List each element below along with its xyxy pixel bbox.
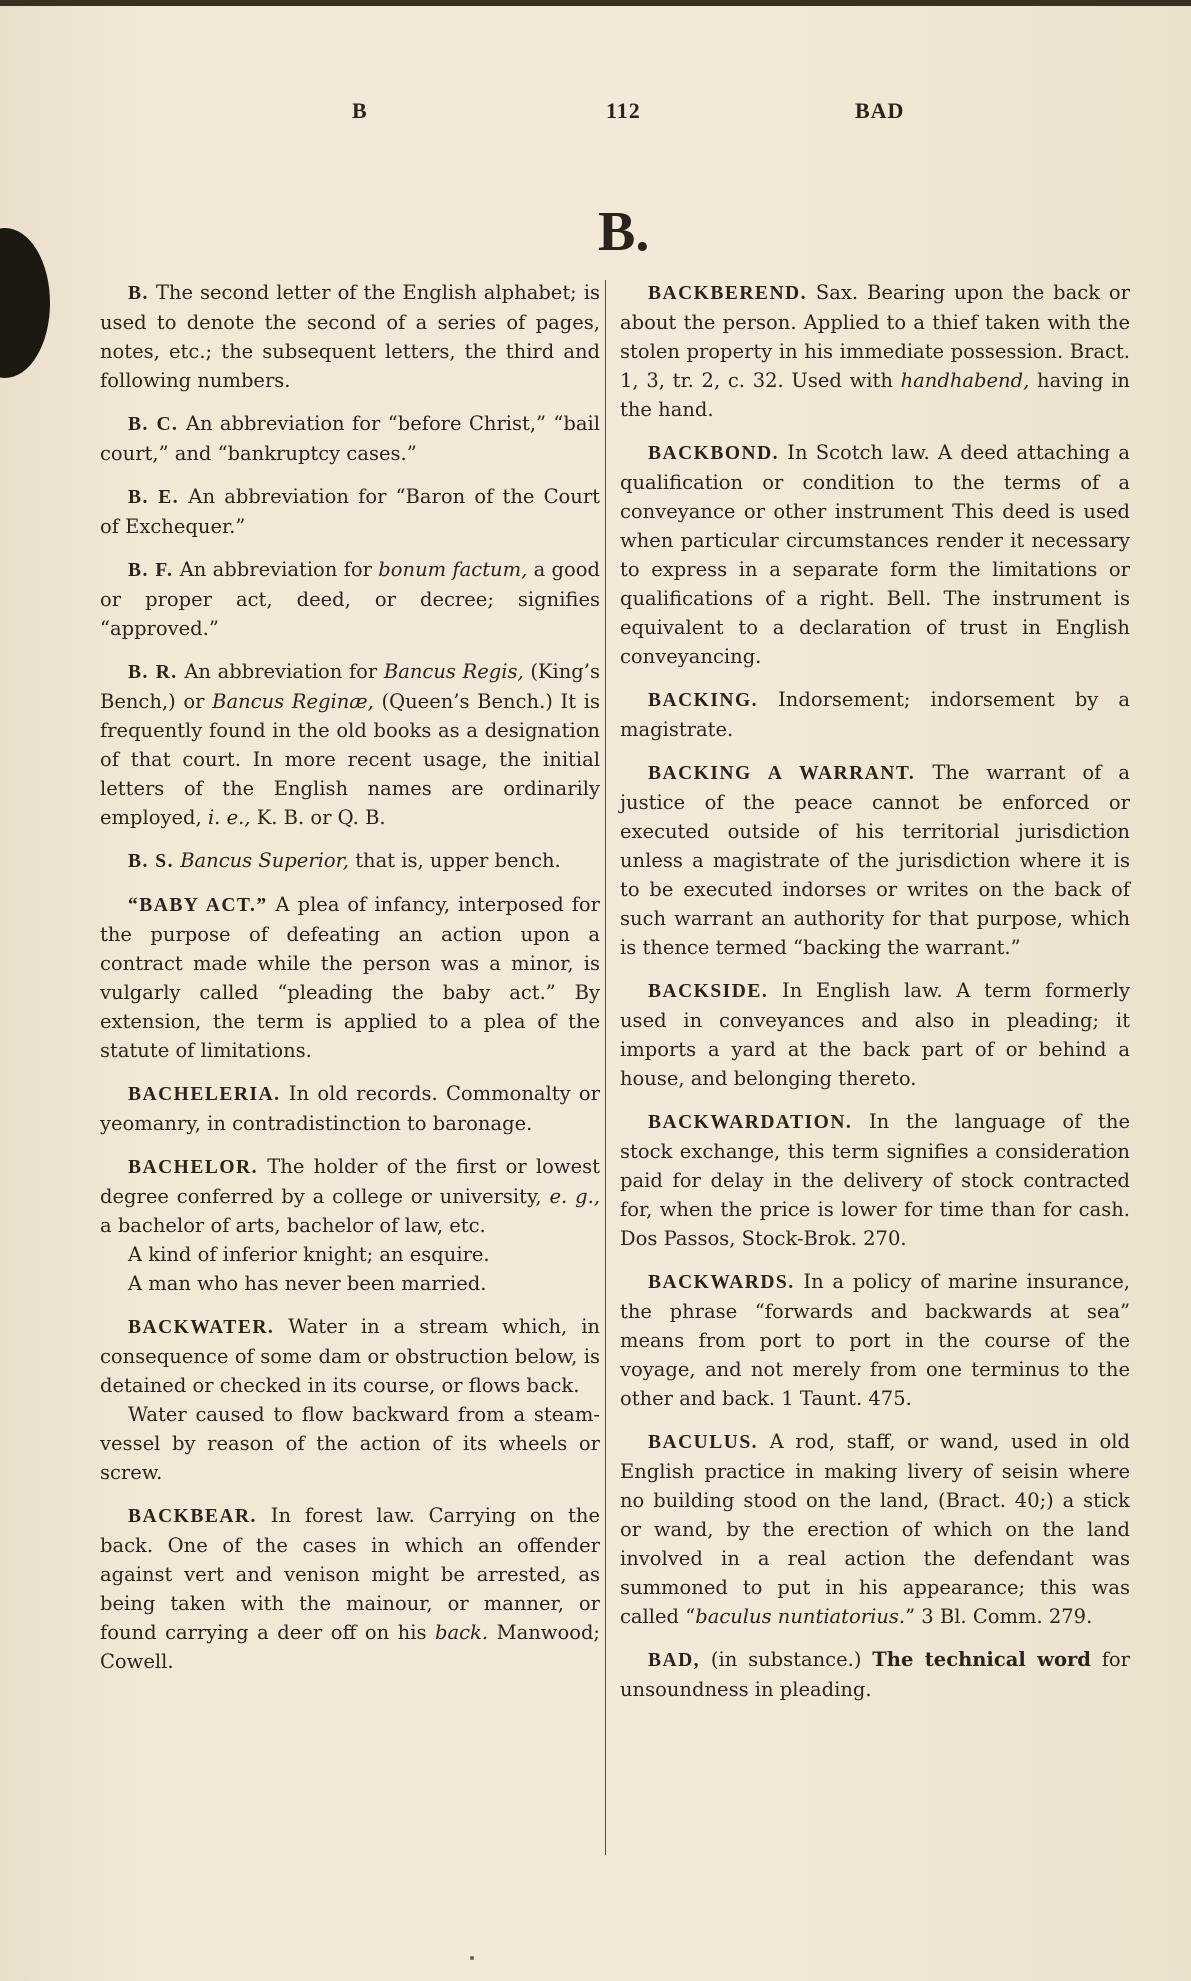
definition-text: a good or proper act, deed, or decree; signifies “approved.” — [100, 558, 600, 640]
entry-text — [100, 1312, 600, 1400]
dictionary-entry — [620, 758, 1130, 962]
dictionary-entry — [100, 657, 600, 832]
running-head-left: B — [352, 98, 368, 123]
entry-text — [100, 555, 600, 643]
headword: B. C. — [128, 414, 179, 435]
entry-text — [100, 1152, 600, 1240]
entry-text — [620, 1427, 1130, 1631]
definition-text: An abbreviation for “Baron of the Court of Exchequer.” — [100, 485, 601, 538]
definition-text: Manwood; Cowell. — [100, 1621, 600, 1673]
definition-text: K. B. or Q. B. — [250, 806, 386, 829]
dictionary-entry — [620, 1267, 1130, 1413]
definition-text: In English law. A term formerly used in conveyances and also in pleading; it imports a yard at the back part of or behind a house, and belonging thereto. — [620, 979, 1130, 1090]
dictionary-entry — [100, 409, 600, 468]
dictionary-entry — [100, 1312, 600, 1487]
entry-text — [620, 758, 1130, 962]
definition-text: (King’s Bench,) or — [100, 660, 600, 713]
entry-additional-sense: A man who has never been married. — [128, 1272, 487, 1295]
headword: B. S. — [128, 851, 174, 872]
definition-text: a bachelor of arts, bachelor of law, etc. — [100, 1214, 486, 1237]
definition-text: In forest law. Carrying on the back. One of the cases in which an offender against vert and venison might be arrested, as being taken with the mainour, or manner, or found carrying a deer off on his — [100, 1504, 600, 1644]
definition-text: Sax. Bearing upon the back or about the person. Applied to a thief taken with the stolen property in his immediate possession. Bract. 1, 3, tr. 2, c. 32. Used with — [620, 281, 1130, 392]
headword: B. E. — [128, 487, 180, 508]
italic-term: baculus nuntiatorius. — [695, 1605, 906, 1628]
page-number: 112 — [606, 98, 641, 123]
entry-text — [620, 685, 1130, 744]
dictionary-entry — [100, 482, 600, 541]
headword: BACKBEREND. — [648, 283, 807, 304]
entry-text — [620, 438, 1130, 671]
entry-additional-sense: A kind of inferior knight; an esquire. — [128, 1243, 490, 1266]
dictionary-entry — [620, 1645, 1130, 1704]
entry-text — [100, 1079, 600, 1138]
headword: BACKWARDATION. — [648, 1112, 853, 1133]
italic-term: Bancus Reginæ, — [212, 690, 374, 713]
headword: BACULUS. — [648, 1432, 759, 1453]
entry-text — [620, 1645, 1130, 1704]
headword: BACKSIDE. — [648, 981, 769, 1002]
headword: BAD, — [648, 1650, 701, 1671]
column-divider — [605, 280, 606, 1855]
definition-text: In a policy of marine insurance, the phrase “forwards and backwards at sea” means from port to port in the course of the voyage, and not merely from one terminus to the other and back. 1 Taunt. 475. — [620, 1270, 1130, 1410]
definition-text: A plea of infancy, interposed for the purpose of defeating an action upon a contract made while the person was a minor, is vulgarly called “pleading the baby act.” By extension, the term is applied to a plea of the statute of limitations. — [100, 893, 600, 1062]
page-speck — [470, 1956, 474, 1960]
entry-text — [620, 1267, 1130, 1413]
definition-text: In the language of the stock exchange, this term signifies a consideration paid for delay in the delivery of stock contracted for, when the price is lower for time than for cash. Dos Passos, Stock-Brok. 270. — [620, 1110, 1130, 1250]
running-head-right: BAD — [855, 98, 905, 123]
entry-additional-sense: Water caused to flow backward from a steam-vessel by reason of the action of its wheels or screw. — [100, 1403, 600, 1484]
definition-text: The holder of the first or lowest degree conferred by a college or university, — [100, 1155, 600, 1208]
headword: BACKING A WARRANT. — [648, 763, 916, 784]
definition-text: ” 3 Bl. Comm. 279. — [905, 1605, 1093, 1628]
headword: “BABY ACT.” — [128, 895, 268, 916]
italic-term: Bancus Superior, — [180, 849, 350, 872]
headword: BACKBOND. — [648, 443, 780, 464]
entry-text — [100, 657, 600, 832]
italic-term: handhabend, — [900, 369, 1030, 392]
dictionary-entry — [100, 846, 600, 876]
entry-text — [620, 278, 1130, 424]
headword: BACKWARDS. — [648, 1272, 795, 1293]
entry-text — [100, 890, 600, 1065]
headword: BACKBEAR. — [128, 1506, 257, 1527]
italic-term: i. e., — [207, 806, 251, 829]
entry-text — [100, 409, 600, 468]
definition-text: In old records. Commonalty or yeomanry, in contradistinction to baronage. — [100, 1082, 600, 1135]
entry-text — [620, 1107, 1130, 1253]
section-heading: B. — [598, 201, 650, 263]
dictionary-entry — [100, 278, 600, 395]
dictionary-entry — [100, 555, 600, 643]
dictionary-entry — [620, 976, 1130, 1093]
definition-text: The warrant of a justice of the peace cannot be enforced or executed outside of his territorial jurisdiction unless a magistrate of the jurisdiction where it is to be executed indorses or writes on the back of such warrant an authority for that purpose, which is thence termed “backing the warrant.” — [620, 761, 1130, 959]
italic-term: back. — [435, 1621, 489, 1644]
dictionary-entry — [620, 438, 1130, 671]
italic-term: e. g., — [549, 1185, 600, 1208]
italic-term: bonum factum, — [378, 558, 528, 581]
headword: B. R. — [128, 662, 178, 683]
dictionary-entry — [620, 685, 1130, 744]
left-column — [100, 278, 600, 1690]
dictionary-entry — [100, 1079, 600, 1138]
definition-text: The second letter of the English alphabet; is used to denote the second of a series of pages, notes, etc.; the subsequent letters, the third and following numbers. — [100, 281, 600, 392]
headword: BACKWATER. — [128, 1317, 275, 1338]
definition-text: for unsoundness in pleading. — [620, 1648, 1130, 1701]
headword: BACHELOR. — [128, 1157, 258, 1178]
headword: BACHELERIA. — [128, 1084, 281, 1105]
definition-text: that is, upper bench. — [349, 849, 561, 872]
dictionary-entry — [620, 1107, 1130, 1253]
headword: BACKING. — [648, 690, 759, 711]
dictionary-entry — [620, 278, 1130, 424]
entry-text — [100, 1501, 600, 1676]
definition-text: having in the hand. — [620, 369, 1130, 421]
definition-text: An abbreviation for — [177, 660, 384, 683]
dictionary-entry — [100, 890, 600, 1065]
definition-text: (Queen’s Bench.) It is frequently found in the old books as a designation of that court. In more recent usage, the initial letters of the English names are ordinarily employed, — [100, 690, 600, 829]
page-top-edge — [0, 0, 1191, 6]
definition-text: (in substance.) — [700, 1648, 873, 1671]
definition-text: A rod, staff, or wand, used in old English practice in making livery of seisin where no building stood on the land, (Bract. 40;) a stick or wand, by the erection of which on the land involved in a real action the defendant was summoned to put in his appearance; this was called “ — [620, 1430, 1130, 1628]
definition-text: Indorsement; indorsement by a magistrate. — [620, 688, 1130, 741]
bold-text: The technical word — [872, 1648, 1091, 1671]
italic-term: Bancus Regis, — [383, 660, 524, 683]
entry-text — [100, 278, 600, 395]
definition-text: Water in a stream which, in consequence of some dam or obstruction below, is detained or checked in its course, or flows back. — [100, 1315, 600, 1397]
headword: B. F. — [128, 560, 174, 581]
dictionary-entry — [100, 1501, 600, 1676]
right-column — [620, 278, 1130, 1718]
headword: B. — [128, 283, 149, 304]
definition-text: An abbreviation for — [173, 558, 379, 581]
entry-text — [620, 976, 1130, 1093]
thumb-index-tab — [0, 228, 50, 378]
definition-text: In Scotch law. A deed attaching a qualification or condition to the terms of a conveyance or other instrument This deed is used when particular circumstances render it necessary to express in a separate form the limitations or qualifications of a right. Bell. The instrument is equivalent to a declaration of trust in English conveyancing. — [620, 441, 1130, 668]
entry-text — [100, 482, 600, 541]
dictionary-entry — [100, 1152, 600, 1298]
dictionary-entry — [620, 1427, 1130, 1631]
definition-text: An abbreviation for “before Christ,” “bail court,” and “bankruptcy cases.” — [100, 412, 600, 465]
entry-text — [100, 846, 600, 876]
